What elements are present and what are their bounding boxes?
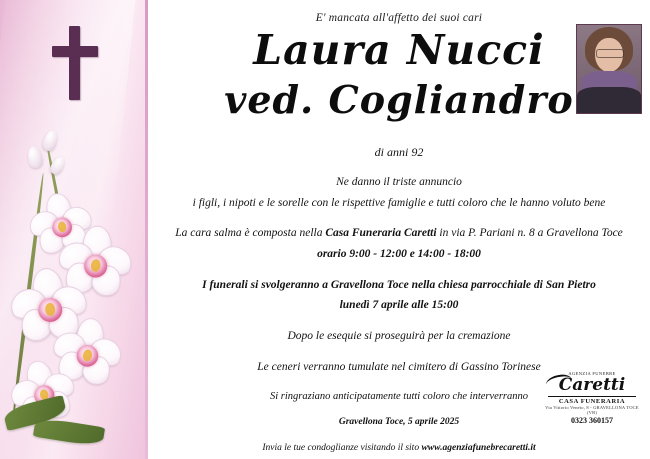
orchid-illustration (0, 130, 148, 459)
cross-horizontal (52, 46, 98, 57)
orchid-bud (26, 145, 44, 169)
footer-text: Invia le tue condoglianze visitando il sito (262, 443, 422, 453)
orchid-bud (41, 129, 60, 153)
funeral-line-2: lunedì 7 aprile alle 15:00 (339, 299, 459, 312)
funeral-line-1: I funerali si svolgeranno a Gravellona Toce nella chiesa parrocchiale di San Pietro (202, 278, 596, 291)
place-date-line: Gravellona Toce, 5 aprile 2025 (338, 416, 460, 427)
funeral-home-name: Casa Funeraria Caretti (325, 227, 437, 240)
obituary-content (148, 0, 650, 459)
logo-top-text: AGENZIA FUNEBRE (568, 371, 616, 376)
portrait-photo (576, 24, 642, 114)
funeral-agency-logo (544, 371, 640, 425)
wake-hours-line: orario 9:00 - 12:00 e 14:00 - 18:00 (317, 248, 481, 261)
cross-icon (52, 26, 98, 100)
logo-phone: 0323 360157 (571, 416, 613, 425)
wake-location-suffix: in via P. Pariani n. 8 a Gravellona Toce (436, 227, 623, 240)
logo-subtitle: CASA FUNERARIA (558, 398, 626, 405)
age-line: di anni 92 (374, 145, 424, 159)
wake-location-prefix: La cara salma è composta nella (175, 227, 326, 240)
deceased-name-second: ved. Cogliandro (224, 77, 574, 122)
portrait-body (577, 87, 641, 114)
portrait-glasses (596, 49, 624, 58)
ashes-line: Le ceneri verranno tumulate nel cimitero di Gassino Torinese (257, 360, 541, 373)
announcement-line-2: i figli, i nipoti e le sorelle con le rispettive famiglie e tutti coloro che le hanno voluto bene (192, 196, 606, 209)
announcement-line-1: Ne danno il triste annuncio (336, 176, 462, 188)
intro-line: E' mancata all'affetto dei suoi cari (315, 12, 483, 24)
deceased-name-block (148, 26, 650, 122)
footer-line (148, 443, 650, 453)
cremation-line: Dopo le esequie si proseguirà per la cremazione (287, 330, 511, 343)
logo-brand: Caretti (558, 375, 626, 395)
logo-rule (548, 396, 636, 397)
footer-website-link[interactable]: www.agenziafunebrecaretti.it (421, 443, 536, 453)
thanks-line: Si ringraziano anticipatamente tutti coloro che interverranno (270, 391, 528, 403)
wake-location-line (148, 225, 650, 242)
logo-address: Via Vittorio Veneto, 8 - GRAVELLONA TOCE (VB) (545, 405, 639, 415)
cross-vertical (69, 26, 80, 100)
orchid-leaf (33, 417, 105, 448)
deceased-name-first: Laura Nucci (253, 26, 545, 74)
decorative-band (0, 0, 148, 459)
